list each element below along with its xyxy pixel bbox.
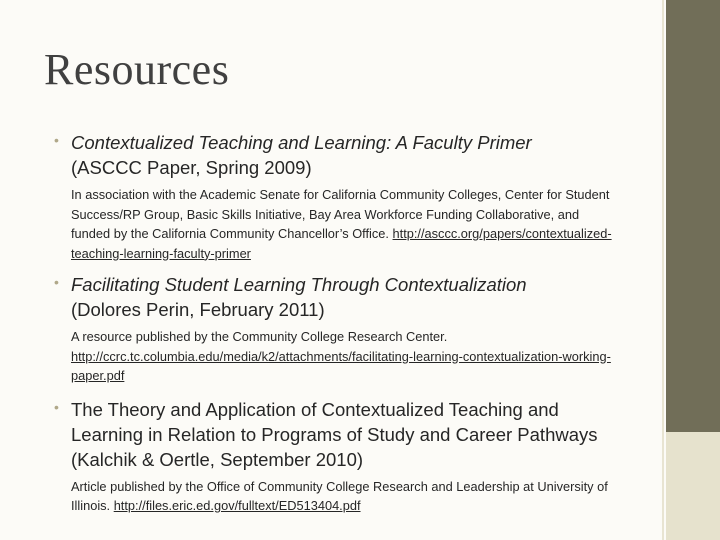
resource-title-italic: Contextualized Teaching and Learning: A Faculty Primer	[71, 132, 532, 153]
resource-list	[54, 130, 614, 516]
bullet-icon: •	[54, 398, 59, 415]
resource-title-meta: (Dolores Perin, February 2011)	[71, 299, 325, 320]
slide-title: Resources	[44, 45, 230, 94]
resource-description-text: Article published by the Office of Community College Research and Leadership at University of Illinois.	[71, 478, 608, 513]
resource-link[interactable]: http://files.eric.ed.gov/fulltext/ED513404.pdf	[113, 498, 361, 513]
resource-item	[54, 397, 614, 516]
side-bar-top	[666, 0, 720, 432]
resource-title	[71, 272, 614, 322]
resource-link[interactable]: http://asccc.org/papers/contextualized-teaching-learning-faculty-primer	[71, 226, 612, 261]
resource-item	[54, 272, 614, 386]
bullet-icon: •	[54, 274, 59, 290]
resource-description-text: A resource published by the Community College Research Center.	[71, 329, 448, 344]
resource-description	[71, 477, 614, 516]
side-bar	[666, 0, 720, 540]
resource-title: The Theory and Application of Contextualized Teaching and Learning in Relation to Programs of Study and Career Pathways (Kalchik & Oertle, September 2010)	[71, 398, 598, 470]
side-bar-accent	[666, 432, 720, 540]
resource-title-meta: (ASCCC Paper, Spring 2009)	[71, 157, 312, 178]
resource-description	[71, 327, 614, 386]
resource-item	[54, 130, 614, 263]
bullet-icon: •	[54, 132, 59, 148]
resource-description-text: In association with the Academic Senate for California Community Colleges, Center for Student Success/RP Group, Basic Skills Initiative, Bay Area Workforce Funding Collaborative, and funded by the California Community Chancellor’s Office.	[71, 187, 610, 241]
resource-description	[71, 185, 614, 263]
resource-title	[71, 130, 614, 180]
resource-link[interactable]: http://ccrc.tc.columbia.edu/media/k2/attachments/facilitating-learning-contextualization-working-paper.pdf	[71, 348, 611, 383]
divider-line	[662, 0, 664, 540]
resource-title-italic: Facilitating Student Learning Through Contextualization	[71, 274, 527, 295]
